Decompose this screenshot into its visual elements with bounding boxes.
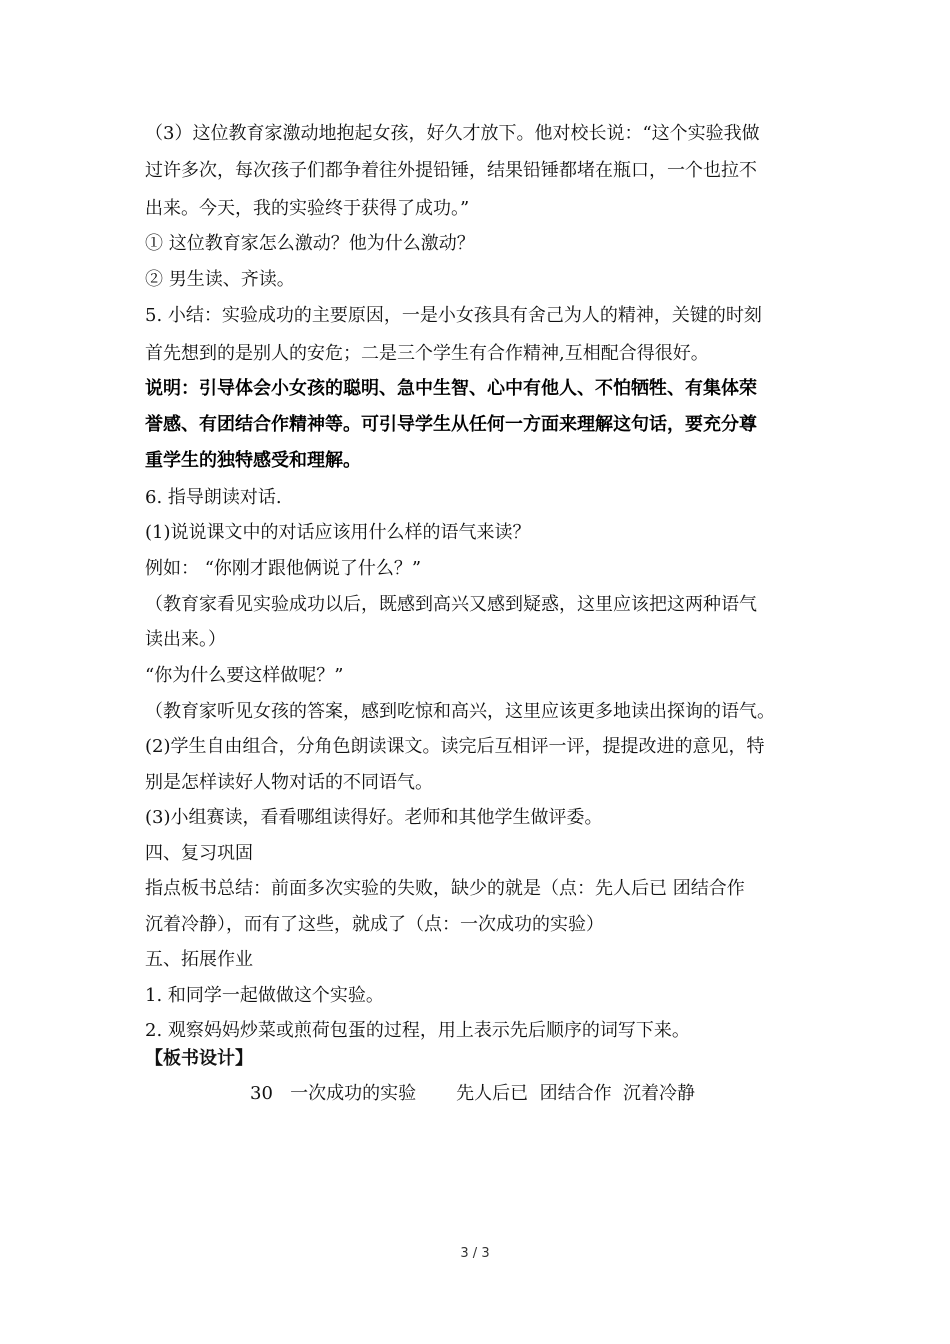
note-line: 说明：引导体会小女孩的聪明、急中生智、心中有他人、不怕牺牲、有集体荣 bbox=[145, 378, 757, 399]
text-line: (3)小组赛读，看看哪组读得好。老师和其他学生做评委。 bbox=[145, 807, 603, 828]
text-line: 指点板书总结：前面多次实验的失败，缺少的就是（点：先人后已 团结合作 bbox=[145, 878, 745, 899]
text-line: (2)学生自由组合，分角色朗读课文。读完后互相评一评，提提改进的意见，特 bbox=[145, 736, 765, 757]
text-line: ① 这位教育家怎么激动？他为什么激动？ bbox=[145, 233, 475, 254]
text-line: （3）这位教育家激动地抱起女孩，好久才放下。他对校长说：“这个实验我做 bbox=[145, 123, 760, 144]
text-line: 沉着冷静），而有了这些，就成了（点：一次成功的实验） bbox=[145, 914, 604, 935]
text-line: 首先想到的是别人的安危；二是三个学生有合作精神,互相配合得很好。 bbox=[145, 343, 709, 364]
text-line: 5. 小结：实验成功的主要原因，一是小女孩具有舍己为人的精神，关键的时刻 bbox=[145, 305, 762, 326]
text-line: 6. 指导朗读对话. bbox=[145, 487, 282, 508]
text-line: 1. 和同学一起做做这个实验。 bbox=[145, 985, 384, 1006]
note-line: 誉感、有团结合作精神等。可引导学生从任何一方面来理解这句话，要充分尊 bbox=[145, 414, 757, 435]
board-design-content: 30 一次成功的实验 先人后已 团结合作 沉着冷静 bbox=[250, 1083, 696, 1104]
text-line: 别是怎样读好人物对话的不同语气。 bbox=[145, 772, 433, 793]
text-line: ② 男生读、齐读。 bbox=[145, 269, 295, 290]
page-number: 3 / 3 bbox=[460, 1246, 490, 1261]
section-heading: 五、拓展作业 bbox=[145, 949, 253, 970]
text-line: 过许多次，每次孩子们都争着往外提铅锤，结果铅锤都堵在瓶口，一个也拉不 bbox=[145, 160, 757, 181]
note-line: 重学生的独特感受和理解。 bbox=[145, 450, 361, 471]
section-heading: 四、复习巩固 bbox=[145, 843, 253, 864]
text-line: “你为什么要这样做呢？” bbox=[145, 665, 344, 686]
board-design-heading: 【板书设计】 bbox=[145, 1048, 253, 1069]
text-line: 出来。今天，我的实验终于获得了成功。” bbox=[145, 198, 470, 219]
text-line: 读出来。） bbox=[145, 629, 226, 650]
text-line: (1)说说课文中的对话应该用什么样的语气来读？ bbox=[145, 522, 531, 543]
text-line: （教育家听见女孩的答案，感到吃惊和高兴，这里应该更多地读出探询的语气。 bbox=[145, 701, 775, 722]
text-line: 2. 观察妈妈炒菜或煎荷包蛋的过程，用上表示先后顺序的词写下来。 bbox=[145, 1020, 690, 1041]
text-line: （教育家看见实验成功以后，既感到高兴又感到疑惑，这里应该把这两种语气 bbox=[145, 594, 757, 615]
text-line: 例如： “你刚才跟他俩说了什么？” bbox=[145, 558, 422, 579]
